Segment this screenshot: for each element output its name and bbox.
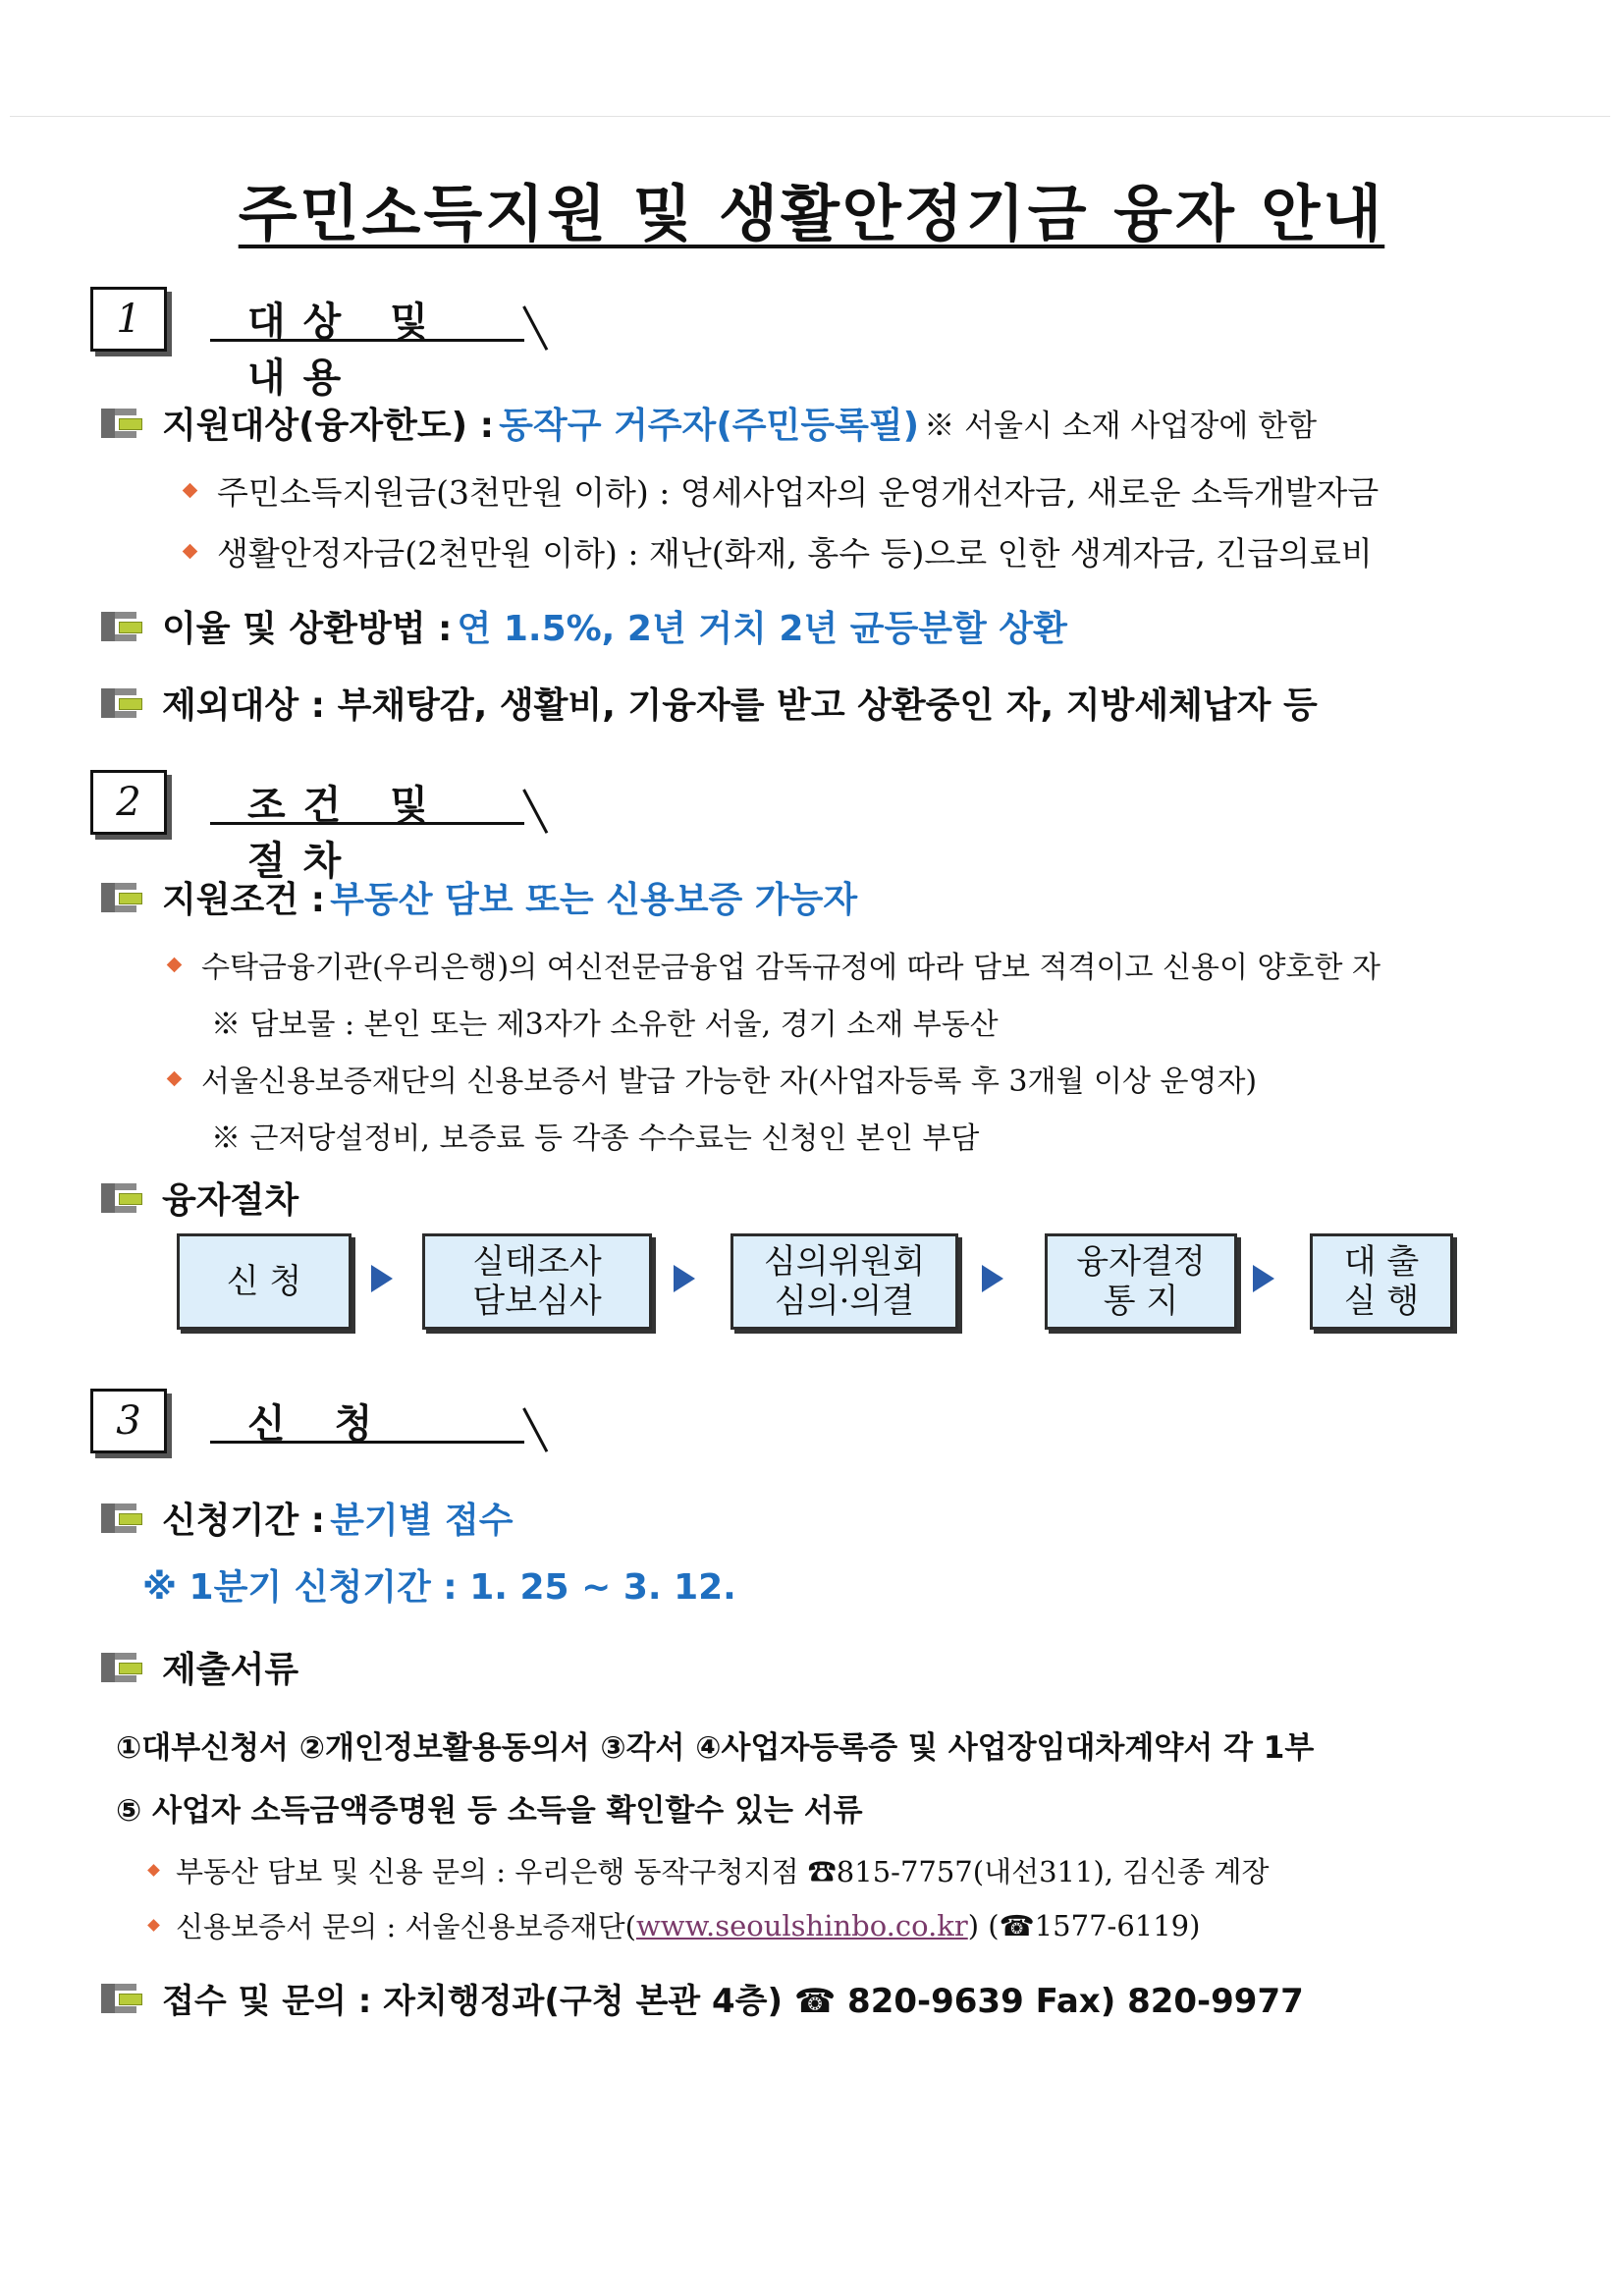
website-link[interactable]: www.seoulshinbo.co.kr: [635, 1908, 968, 1942]
diamond-bullet-icon: [147, 1864, 160, 1877]
section-slash-decoration: [522, 305, 548, 351]
period-note: ※ 1분기 신청기간 : 1. 25 ~ 3. 12.: [142, 1567, 736, 1608]
section-number-box: 2: [90, 770, 167, 835]
target-row: [101, 398, 1317, 448]
section-slash-decoration: [522, 789, 548, 834]
green-square-bullet-icon: [101, 1984, 144, 2013]
flow-step-committee: 심의위원회 심의·의결: [730, 1233, 958, 1330]
list-item: 주민소득지원금(3천만원 이하) : 영세사업자의 운영개선자금, 새로운 소득개발자금: [185, 467, 1379, 514]
flow-step-loan: 대 출 실 행: [1310, 1233, 1453, 1330]
section-slash-decoration: [522, 1407, 548, 1452]
section-2-header: [90, 770, 581, 884]
list-item: 생활안정자금(2천만원 이하) : 재난(화재, 홍수 등)으로 인한 생계자금, 긴급의료비: [185, 528, 1373, 574]
flow-arrow-icon: [1253, 1265, 1274, 1292]
scan-edge-line: [10, 116, 1610, 117]
rate-row: [101, 601, 1067, 651]
documents-list-2: ⑤ 사업자 소득금액증명원 등 소득을 확인할수 있는 서류: [116, 1793, 863, 1829]
section-title: 신 청: [210, 1393, 524, 1444]
page-title: 주민소득지원 및 생활안정기금 융자 안내: [238, 178, 1385, 249]
diamond-bullet-icon: [147, 1919, 160, 1932]
flow-arrow-icon: [674, 1265, 695, 1292]
exclude-row: [101, 678, 1318, 728]
diamond-bullet-icon: [183, 544, 198, 560]
list-item: 서울신용보증재단의 신용보증서 발급 가능한 자(사업자등록 후 3개월 이상 운영자): [169, 1057, 1257, 1100]
contact-row: [101, 1974, 1304, 2022]
flow-step-decision: 융자결정 통 지: [1045, 1233, 1237, 1330]
documents-row: [101, 1642, 298, 1692]
diamond-bullet-icon: [167, 1070, 183, 1086]
flow-arrow-icon: [982, 1265, 1003, 1292]
flow-arrow-icon: [371, 1265, 393, 1292]
diamond-bullet-icon: [167, 957, 183, 972]
condition-row: [101, 872, 857, 922]
section-number-box: 3: [90, 1389, 167, 1453]
green-square-bullet-icon: [101, 688, 144, 718]
documents-list-1: ①대부신청서 ②개인정보활용동의서 ③각서 ④사업자등록증 및 사업장임대차계약서 각 1부: [116, 1730, 1315, 1766]
condition-label: 지원조건 :: [162, 880, 326, 920]
section-3-header: [90, 1389, 581, 1467]
section-title: 조건 및 절차: [210, 774, 524, 825]
target-value: 동작구 거주자(주민등록필): [499, 406, 920, 446]
documents-label: 제출서류: [162, 1650, 299, 1690]
note-text: ※ 담보물 : 본인 또는 제3자가 소유한 서울, 경기 소재 부동산: [211, 1008, 999, 1042]
green-square-bullet-icon: [101, 1503, 144, 1533]
contact-text: 접수 및 문의 : 자치행정과(구청 본관 4층) ☎ 820-9639 Fax) 820-9977: [162, 1982, 1304, 2021]
target-note: ※ 서울시 소재 사업장에 한함: [924, 409, 1318, 444]
procedure-row: [101, 1173, 298, 1223]
list-item: 신용보증서 문의 : 서울신용보증재단( www.seoulshinbo.co.kr ) (☎1577-6119): [149, 1905, 1200, 1945]
period-label: 신청기간 :: [162, 1501, 326, 1541]
flow-step-apply: 신 청: [177, 1233, 352, 1330]
condition-value: 부동산 담보 또는 신용보증 가능자: [330, 880, 858, 920]
green-square-bullet-icon: [101, 1653, 144, 1682]
note-text: ※ 근저당설정비, 보증료 등 각종 수수료는 신청인 본인 부담: [211, 1121, 980, 1156]
list-item: 부동산 담보 및 신용 문의 : 우리은행 동작구청지점 ☎815-7757(내선311), 김신종 계장: [149, 1850, 1269, 1890]
target-label: 지원대상(융자한도) :: [162, 406, 495, 446]
green-square-bullet-icon: [101, 883, 144, 912]
period-value: 분기별 접수: [330, 1501, 514, 1541]
rate-label: 이율 및 상환방법 :: [162, 609, 453, 649]
flow-step-inspection: 실태조사 담보심사: [422, 1233, 652, 1330]
section-number-box: 1: [90, 287, 167, 352]
diamond-bullet-icon: [183, 483, 198, 499]
green-square-bullet-icon: [101, 409, 144, 438]
section-1-header: [90, 287, 581, 401]
green-square-bullet-icon: [101, 612, 144, 641]
green-square-bullet-icon: [101, 1183, 144, 1213]
rate-value: 연 1.5%, 2년 거치 2년 균등분할 상환: [457, 609, 1067, 649]
procedure-label: 융자절차: [162, 1180, 299, 1221]
section-title: 대상 및 내용: [210, 291, 524, 342]
list-item: 수탁금융기관(우리은행)의 여신전문금융업 감독규정에 따라 담보 적격이고 신용이 양호한 자: [169, 943, 1380, 986]
period-row: [101, 1493, 514, 1543]
exclude-text: 제외대상 : 부채탕감, 생활비, 기융자를 받고 상환중인 자, 지방세체납자 등: [162, 685, 1318, 726]
